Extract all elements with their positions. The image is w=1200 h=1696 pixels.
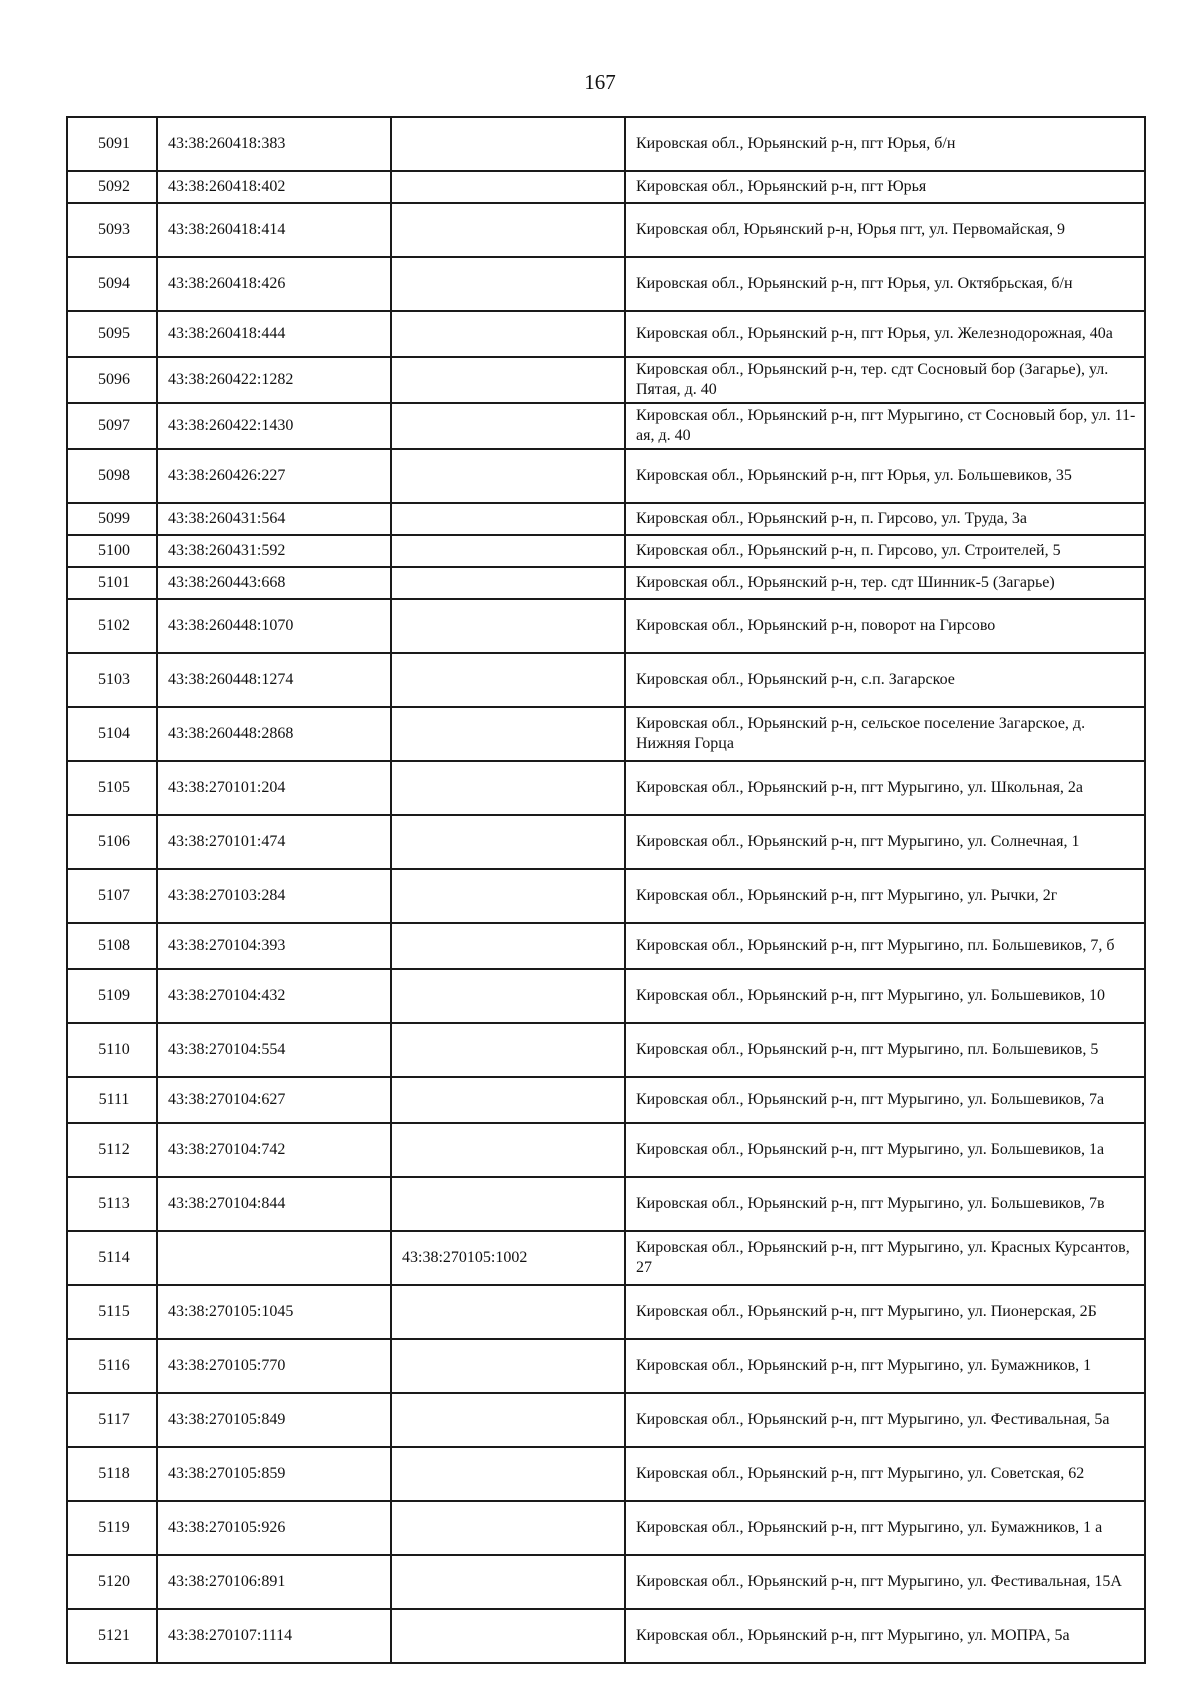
cadastral-number-alt [391,403,625,449]
cadastral-number: 43:38:260418:383 [157,117,391,171]
cadastral-number-alt [391,1609,625,1663]
row-number: 5120 [67,1555,157,1609]
row-number: 5116 [67,1339,157,1393]
cadastral-number-alt [391,1447,625,1501]
cadastral-number-alt [391,1023,625,1077]
row-number: 5119 [67,1501,157,1555]
address: Кировская обл., Юрьянский р-н, пгт Мурыгино, ул. Большевиков, 10 [625,969,1145,1023]
table-row [67,599,1145,653]
cadastral-number-alt [391,117,625,171]
address: Кировская обл., Юрьянский р-н, п. Гирсово, ул. Строителей, 5 [625,535,1145,567]
cadastral-number-alt [391,357,625,403]
table-row [67,171,1145,203]
address: Кировская обл., Юрьянский р-н, пгт Мурыгино, пл. Большевиков, 7, б [625,923,1145,969]
cadastral-number-alt [391,969,625,1023]
address: Кировская обл., Юрьянский р-н, пгт Мурыгино, ст Сосновый бор, ул. 11-ая, д. 40 [625,403,1145,449]
cadastral-number-alt [391,707,625,761]
table-row [67,1177,1145,1231]
table-row [67,1393,1145,1447]
cadastral-number-alt [391,815,625,869]
address: Кировская обл., Юрьянский р-н, пгт Мурыгино, ул. Бумажников, 1 а [625,1501,1145,1555]
cadastral-number: 43:38:260448:2868 [157,707,391,761]
cadastral-number: 43:38:270104:554 [157,1023,391,1077]
row-number: 5118 [67,1447,157,1501]
table-row [67,449,1145,503]
address: Кировская обл., Юрьянский р-н, тер. сдт Шинник-5 (Загарье) [625,567,1145,599]
address: Кировская обл., Юрьянский р-н, пгт Юрья, ул. Октябрьская, б/н [625,257,1145,311]
address: Кировская обл., Юрьянский р-н, пгт Мурыгино, ул. Большевиков, 7а [625,1077,1145,1123]
table-row [67,1023,1145,1077]
cadastral-number-alt [391,1555,625,1609]
cadastral-number: 43:38:270107:1114 [157,1609,391,1663]
cadastral-number: 43:38:270106:891 [157,1555,391,1609]
cadastral-number: 43:38:270104:844 [157,1177,391,1231]
cadastral-number-alt [391,1501,625,1555]
address: Кировская обл., Юрьянский р-н, поворот на Гирсово [625,599,1145,653]
cadastral-number-alt: 43:38:270105:1002 [391,1231,625,1285]
row-number: 5095 [67,311,157,357]
table-row [67,1285,1145,1339]
address: Кировская обл., Юрьянский р-н, пгт Мурыгино, ул. Бумажников, 1 [625,1339,1145,1393]
address: Кировская обл., Юрьянский р-н, пгт Мурыгино, ул. Солнечная, 1 [625,815,1145,869]
cadastral-number: 43:38:260418:402 [157,171,391,203]
row-number: 5104 [67,707,157,761]
cadastral-number-alt [391,171,625,203]
address: Кировская обл., Юрьянский р-н, тер. сдт Сосновый бор (Загарье), ул. Пятая, д. 40 [625,357,1145,403]
table-row [67,969,1145,1023]
address: Кировская обл., Юрьянский р-н, пгт Мурыгино, ул. Большевиков, 7в [625,1177,1145,1231]
cadastral-number-alt [391,449,625,503]
table-row [67,653,1145,707]
address: Кировская обл., Юрьянский р-н, с.п. Загарское [625,653,1145,707]
row-number: 5098 [67,449,157,503]
row-number: 5097 [67,403,157,449]
address: Кировская обл., Юрьянский р-н, пгт Мурыгино, ул. Пионерская, 2Б [625,1285,1145,1339]
table-row [67,1555,1145,1609]
address: Кировская обл, Юрьянский р-н, Юрья пгт, ул. Первомайская, 9 [625,203,1145,257]
cadastral-number: 43:38:260422:1430 [157,403,391,449]
row-number: 5093 [67,203,157,257]
cadastral-number: 43:38:270105:926 [157,1501,391,1555]
cadastral-number-alt [391,599,625,653]
cadastral-number-alt [391,761,625,815]
cadastral-number: 43:38:270104:742 [157,1123,391,1177]
cadastral-number-alt [391,311,625,357]
cadastral-number: 43:38:260422:1282 [157,357,391,403]
cadastral-number: 43:38:270101:474 [157,815,391,869]
address: Кировская обл., Юрьянский р-н, сельское поселение Загарское, д. Нижняя Горца [625,707,1145,761]
cadastral-number: 43:38:260426:227 [157,449,391,503]
table-row [67,257,1145,311]
cadastral-number: 43:38:260448:1274 [157,653,391,707]
table-row [67,503,1145,535]
address: Кировская обл., Юрьянский р-н, пгт Юрья [625,171,1145,203]
table-row [67,567,1145,599]
cadastral-number-alt [391,1393,625,1447]
cadastral-number: 43:38:270105:849 [157,1393,391,1447]
table-row [67,1609,1145,1663]
table-row [67,535,1145,567]
address: Кировская обл., Юрьянский р-н, пгт Юрья, б/н [625,117,1145,171]
cadastral-number-alt [391,869,625,923]
row-number: 5103 [67,653,157,707]
table-row [67,1447,1145,1501]
row-number: 5115 [67,1285,157,1339]
row-number: 5100 [67,535,157,567]
address: Кировская обл., Юрьянский р-н, пгт Мурыгино, ул. Фестивальная, 15А [625,1555,1145,1609]
table-row [67,357,1145,403]
row-number: 5105 [67,761,157,815]
row-number: 5117 [67,1393,157,1447]
address: Кировская обл., Юрьянский р-н, пгт Мурыгино, ул. Рычки, 2г [625,869,1145,923]
table-row [67,203,1145,257]
page-number: 167 [584,70,616,94]
address: Кировская обл., Юрьянский р-н, пгт Мурыгино, ул. Советская, 62 [625,1447,1145,1501]
table-row [67,761,1145,815]
cadastral-number: 43:38:260418:444 [157,311,391,357]
row-number: 5092 [67,171,157,203]
cadastral-number: 43:38:260431:564 [157,503,391,535]
cadastral-number: 43:38:270105:859 [157,1447,391,1501]
registry-table [66,116,1146,1664]
table-row [67,403,1145,449]
row-number: 5112 [67,1123,157,1177]
row-number: 5099 [67,503,157,535]
cadastral-number: 43:38:270101:204 [157,761,391,815]
address: Кировская обл., Юрьянский р-н, пгт Юрья, ул. Железнодорожная, 40а [625,311,1145,357]
address: Кировская обл., Юрьянский р-н, пгт Мурыгино, ул. Школьная, 2а [625,761,1145,815]
row-number: 5106 [67,815,157,869]
table-row [67,1123,1145,1177]
row-number: 5091 [67,117,157,171]
cadastral-number: 43:38:260448:1070 [157,599,391,653]
cadastral-number-alt [391,1177,625,1231]
table-row [67,1077,1145,1123]
cadastral-number-alt [391,1339,625,1393]
table-row [67,707,1145,761]
address: Кировская обл., Юрьянский р-н, п. Гирсово, ул. Труда, 3а [625,503,1145,535]
address: Кировская обл., Юрьянский р-н, пгт Юрья, ул. Большевиков, 35 [625,449,1145,503]
row-number: 5096 [67,357,157,403]
cadastral-number-alt [391,567,625,599]
table-body [67,117,1145,1663]
address: Кировская обл., Юрьянский р-н, пгт Мурыгино, ул. Красных Курсантов, 27 [625,1231,1145,1285]
table-row [67,815,1145,869]
cadastral-number-alt [391,1123,625,1177]
table-row [67,117,1145,171]
row-number: 5107 [67,869,157,923]
cadastral-number: 43:38:270104:432 [157,969,391,1023]
table-row [67,311,1145,357]
cadastral-number: 43:38:270104:393 [157,923,391,969]
address: Кировская обл., Юрьянский р-н, пгт Мурыгино, ул. МОПРА, 5а [625,1609,1145,1663]
address: Кировская обл., Юрьянский р-н, пгт Мурыгино, ул. Фестивальная, 5а [625,1393,1145,1447]
cadastral-number: 43:38:270105:770 [157,1339,391,1393]
table-row [67,923,1145,969]
row-number: 5101 [67,567,157,599]
cadastral-number: 43:38:260418:426 [157,257,391,311]
cadastral-number: 43:38:270104:627 [157,1077,391,1123]
table-row [67,1339,1145,1393]
row-number: 5113 [67,1177,157,1231]
cadastral-number-alt [391,535,625,567]
row-number: 5111 [67,1077,157,1123]
cadastral-number: 43:38:270105:1045 [157,1285,391,1339]
cadastral-number-alt [391,203,625,257]
address: Кировская обл., Юрьянский р-н, пгт Мурыгино, ул. Большевиков, 1а [625,1123,1145,1177]
table-row [67,869,1145,923]
table-row [67,1501,1145,1555]
cadastral-number-alt [391,503,625,535]
row-number: 5102 [67,599,157,653]
row-number: 5094 [67,257,157,311]
row-number: 5108 [67,923,157,969]
row-number: 5110 [67,1023,157,1077]
row-number: 5109 [67,969,157,1023]
cadastral-number-alt [391,1077,625,1123]
cadastral-number [157,1231,391,1285]
table-row [67,1231,1145,1285]
cadastral-number: 43:38:270103:284 [157,869,391,923]
row-number: 5121 [67,1609,157,1663]
cadastral-number-alt [391,1285,625,1339]
cadastral-number: 43:38:260443:668 [157,567,391,599]
cadastral-number-alt [391,653,625,707]
row-number: 5114 [67,1231,157,1285]
cadastral-number-alt [391,257,625,311]
cadastral-number-alt [391,923,625,969]
address: Кировская обл., Юрьянский р-н, пгт Мурыгино, пл. Большевиков, 5 [625,1023,1145,1077]
cadastral-number: 43:38:260431:592 [157,535,391,567]
cadastral-number: 43:38:260418:414 [157,203,391,257]
